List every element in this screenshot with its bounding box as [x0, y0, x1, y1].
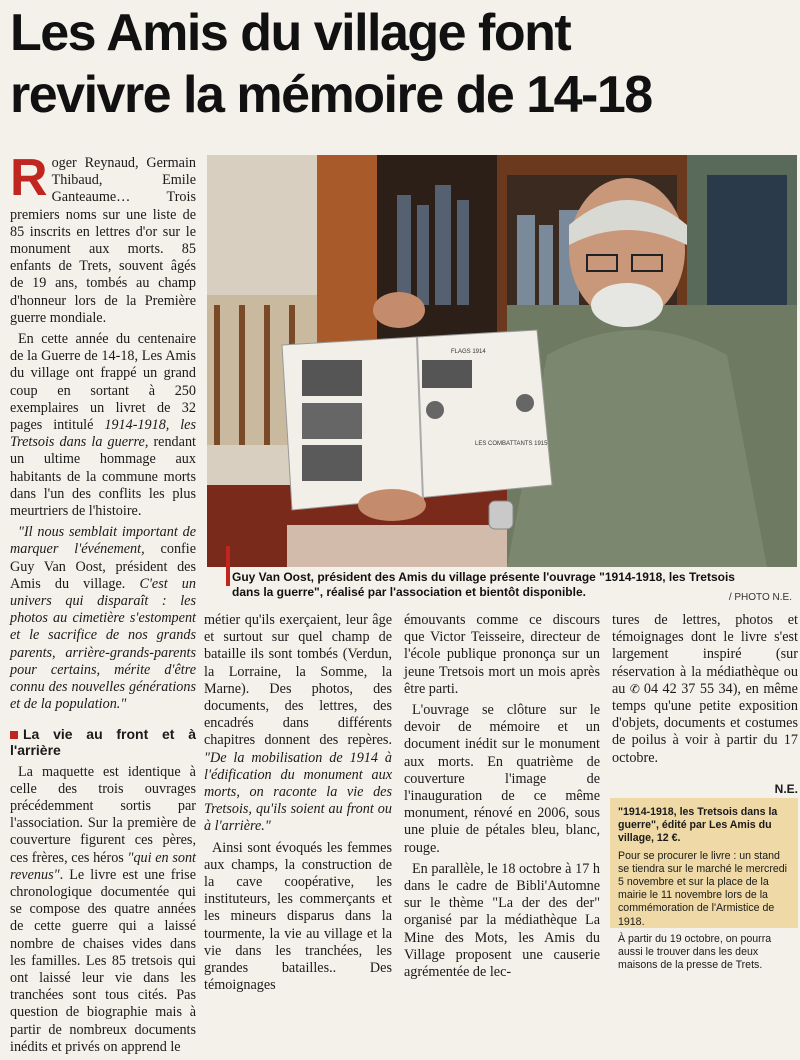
drop-cap: R: [10, 149, 48, 207]
article-paragraph: "Il nous semblait important de marquer l'événement, confie Guy Van Oost, président des Amis du village. C'est un univers qui disparaît : les photos au cimetière s'estompent et le sacrifice de nos grands parents, arrière-grands-parents pour certains, mérite d'être connu des nouvelles générations et de la population.": [10, 524, 196, 713]
info-box: [610, 798, 798, 972]
article-paragraph: émouvants comme ce discours que Victor Teisseire, directeur de l'école publique prononça sur un jeune Tretsois mort un mois après être parti.: [404, 612, 600, 697]
book-title: 1914-1918, les Tretsois dans la guerre: [10, 417, 196, 451]
phone-number: 04 42 37 55 34: [643, 680, 733, 697]
section-subhead: La vie au front et à l'arrière: [10, 725, 196, 758]
photo-caption: Guy Van Oost, président des Amis du village présente l'ouvrage "1914-1918, les Tretsois dans la guerre", réalisé par l'association et bientôt disponible.: [232, 570, 735, 599]
article-paragraph: Ainsi sont évoqués les femmes aux champs, la construction de la cave coopérative, les instituteurs, les commerçants et les mineurs disparus dans la tourmente, la vie au village et la vie dans les tranchées, les grandes batailles.. Des témoignages: [204, 839, 392, 994]
book-page-caption: LES COMBATTANTS 1915: [475, 441, 548, 447]
photo-illustration: [207, 155, 797, 567]
info-box-title: "1914-1918, les Tretsois dans la guerre", édité par Les Amis du village, 12 €.: [618, 806, 778, 845]
book-page-title: FLAGS 1914: [451, 349, 486, 355]
photo-credit: / PHOTO N.E.: [728, 592, 792, 603]
caption-accent-bar: [226, 546, 230, 586]
headline-line-1: Les Amis du village font: [10, 4, 571, 62]
article-intro: Roger Reynaud, Germain Thibaud, Emile Ganteaume… Trois premiers noms sur une liste de 85 inscrits en lettres d'or sur le monument aux morts. 85 enfants de Trets, souvent âgés de 19 ans, tombés au champ d'honneur lors de la Première guerre mondiale.: [10, 149, 196, 326]
article-column-3: [404, 612, 600, 985]
article-column-1: [10, 149, 196, 1060]
info-box-text: À partir du 19 octobre, on pourra aussi le trouver dans les deux maisons de la presse de Trets.: [618, 932, 772, 972]
article-paragraph: L'ouvrage se clôture sur le devoir de mémoire et un document inédit sur le monument aux morts. En quatrième de couverture l'image de l'inauguration de ce même monument, rénové en 2006, sous une pluie de pétales bleu, blanc, rouge.: [404, 702, 600, 856]
article-column-2: [204, 612, 392, 998]
article-paragraph: En cette année du centenaire de la Guerre de 14-18, Les Amis du village ont frappé un grand coup en sortant à 250 exemplaires un livret de 32 pages intitulé 1914-1918, les Tretsois dans la guerre, rendant un ultime hommage aux habitants de la commune morts dans l'un des conflits les plus meurtriers de l'histoire.: [10, 331, 196, 520]
phone-icon: ✆: [629, 681, 644, 696]
info-box-text: Pour se procurer le livre : un stand se tiendra sur le marché le mercredi 5 novembre et sur la place de la mairie le 11 novembre lors de la commémoration de l'Armistice de 1918.: [618, 849, 787, 928]
headline-line-2: revivre la mémoire de 14-18: [10, 66, 652, 124]
article-paragraph: En parallèle, le 18 octobre à 17 h dans le cadre de Bibli'Automne sur le thème "La der des der" organisé par la médiathèque La Mine des Mots, les Amis du Village proposent une causerie agrémentée de lec-: [404, 860, 600, 981]
author-signature: N.E.: [774, 781, 798, 796]
article-column-4: [612, 612, 798, 798]
article-paragraph: tures de lettres, photos et témoignages dont le livre s'est largement inspiré (sur réservation à la médiathèque ou au ✆ 04 42 37 55 34), en même temps qu'une petite exposition d'objets, documents et costumes de poilus à voir à partir du 17 octobre.: [612, 612, 798, 766]
article-photo: [207, 155, 797, 567]
article-paragraph: métier qu'ils exerçaient, leur âge et surtout sur quel champ de bataille ils sont tombés (Verdun, la Lorraine, la Somme, la Marne). Des photos, des documents, des lettres, des encadrés dans différents chapitres donnent des repères. "De la mobilisation de 1914 à l'édification du monument aux morts, on raconte la vie des Tretsois, qu'ils soient au front ou à l'arrière.": [204, 612, 392, 835]
article-paragraph: La maquette est identique à celle des trois ouvrages précédemment sortis par l'association. Sur la première de couverture figurent ces pères, ces frères, ces héros "qui en sont revenus". Le livre est une frise chronologique documentée qui se compose des quatre années de cette guerre qui a laissé nombre de chaises vides dans les familles. Les 85 tretsois qui ont laissé leur vie dans les tranchées sont tous cités. Pas question de biographie mais à partir de nombreux documents inédits et privés on apprend le: [10, 763, 196, 1055]
headline: [10, 2, 790, 126]
